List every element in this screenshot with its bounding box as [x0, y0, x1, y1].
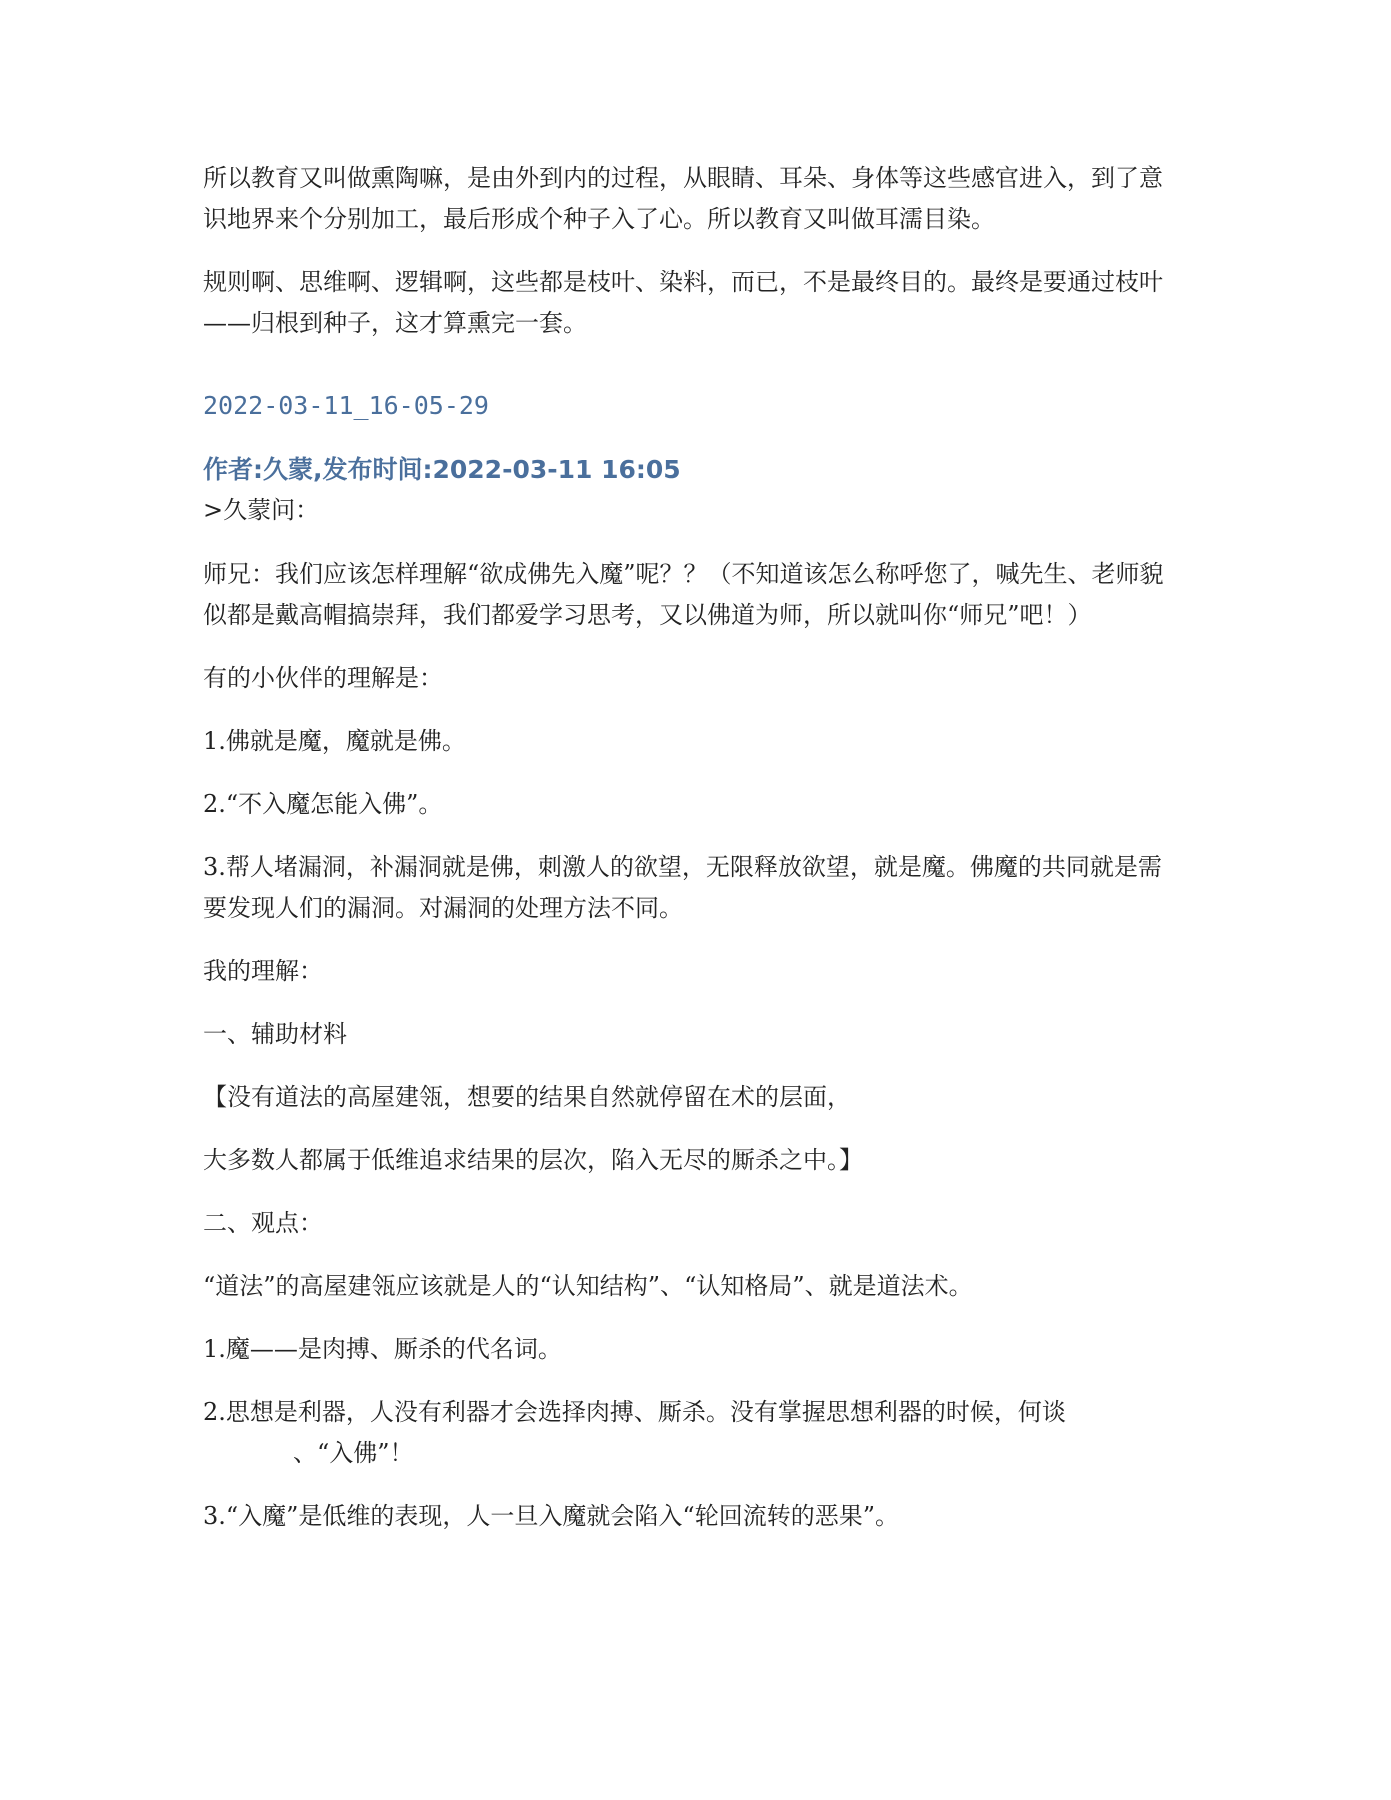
point-2-line-2: 、“入佛”！ [293, 1439, 414, 1467]
others-item-1: 1.佛就是魔，魔就是佛。 [203, 727, 466, 755]
section-1-title: 一、辅助材料 [203, 1020, 347, 1048]
intro-paragraph-2: 规则啊、思维啊、逻辑啊，这些都是枝叶、染料，而已，不是最终目的。最终是要通过枝叶——归根到种子，这才算熏完一套。 [203, 268, 1163, 337]
document-page [203, 158, 1183, 1559]
my-intro: 我的理解： [203, 957, 323, 985]
point-1: 1.魔——是肉搏、厮杀的代名词。 [203, 1335, 562, 1363]
others-intro: 有的小伙伴的理解是： [203, 664, 443, 692]
material-line-2: 大多数人都属于低维追求结果的层次，陷入无尽的厮杀之中。】 [203, 1146, 863, 1174]
point-2-line-1: 2.思想是利器，人没有利器才会选择肉搏、厮杀。没有掌握思想利器的时候，何谈 [203, 1398, 1066, 1426]
author-line: 作者:久蒙,发布时间:2022-03-11 16:05 [203, 455, 681, 484]
point-2 [203, 1392, 1183, 1474]
intro-paragraph-1: 所以教育又叫做熏陶嘛，是由外到内的过程，从眼睛、耳朵、身体等这些感官进入，到了意识地界来个分别加工，最后形成个种子入了心。所以教育又叫做耳濡目染。 [203, 164, 1163, 233]
others-item-3: 3.帮人堵漏洞，补漏洞就是佛，刺激人的欲望，无限释放欲望，就是魔。佛魔的共同就是需要发现人们的漏洞。对漏洞的处理方法不同。 [203, 853, 1162, 922]
material-line-1: 【没有道法的高屋建瓴，想要的结果自然就停留在术的层面， [203, 1083, 851, 1111]
quote-intro: >久蒙问： [203, 496, 320, 524]
others-item-2: 2.“不入魔怎能入佛”。 [203, 790, 443, 818]
post-date-heading: 2022-03-11_16-05-29 [203, 391, 489, 420]
viewpoint-intro: “道法”的高屋建瓴应该就是人的“认知结构”、“认知格局”、就是道法术。 [203, 1272, 973, 1300]
question-paragraph: 师兄：我们应该怎样理解“欲成佛先入魔”呢？？（不知道该怎么称呼您了，喊先生、老师貌似都是戴高帽搞崇拜，我们都爱学习思考，又以佛道为师，所以就叫你“师兄”吧！） [203, 560, 1164, 629]
point-3: 3.“入魔”是低维的表现，人一旦入魔就会陷入“轮回流转的恶果”。 [203, 1502, 899, 1530]
section-2-title: 二、观点： [203, 1209, 323, 1237]
